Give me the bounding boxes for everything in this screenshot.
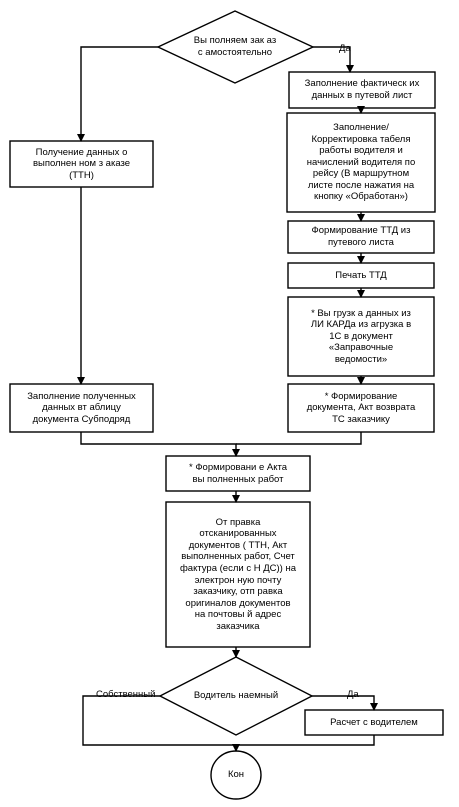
- fill-timesheet-label: Заполнение/ Корректировка табеля работы водителя и начислений водителя по рейсу (В маршрутном листе после нажатия на кнопку «Обработан»): [306, 121, 416, 203]
- print-ttd-label: Печать ТТД: [335, 269, 387, 281]
- send-docs-label: От правка отсканированных документов ( ТТН, Акт выполненных работ, Счет фактура (если с Н ДС)) на электрон ную почту заказчику, отп равка оригиналов документов на почтовы й адрес заказчика: [179, 516, 297, 632]
- fill-subcontract-label: Заполнение полученных данных вт аблицу документа Субподряд: [27, 390, 136, 425]
- form-ttd-label: Формирование ТТД из путевого листа: [311, 225, 411, 248]
- settle-driver-label: Расчет с водителем: [330, 716, 418, 728]
- edge-return-workact: [236, 432, 361, 444]
- edge-no-to-receive: [81, 47, 158, 141]
- decision-self-label: Вы полняем зак аз с амостоятельно: [193, 35, 277, 58]
- receive-data-label: Получение данных о выполнен ном з аказе (ТТН): [32, 146, 131, 181]
- edge-label-yes-1: Да: [339, 43, 351, 54]
- form-work-act-label: * Формировани е Акта вы полненных работ: [189, 461, 287, 485]
- edge-subcontract-workact: [81, 432, 236, 456]
- unload-1c-label: * Вы грузк а данных из ЛИ КАРДа из агрузка в 1С в документ «Заправочные ведомости»: [310, 307, 412, 365]
- form-return-act-label: * Формирование документа, Акт возврата ТС заказчику: [306, 390, 416, 425]
- end-label: Кон: [227, 769, 245, 781]
- fill-waybill-label: Заполнение фактическ их данных в путевой лист: [304, 78, 420, 101]
- edge-label-yes-2: Да: [347, 689, 359, 700]
- edge-settle-end: [236, 735, 374, 745]
- decision-driver-label: Водитель наемный: [193, 690, 279, 702]
- edge-driver-yes-settle: [312, 696, 374, 710]
- edge-label-own: Собственный: [96, 689, 156, 700]
